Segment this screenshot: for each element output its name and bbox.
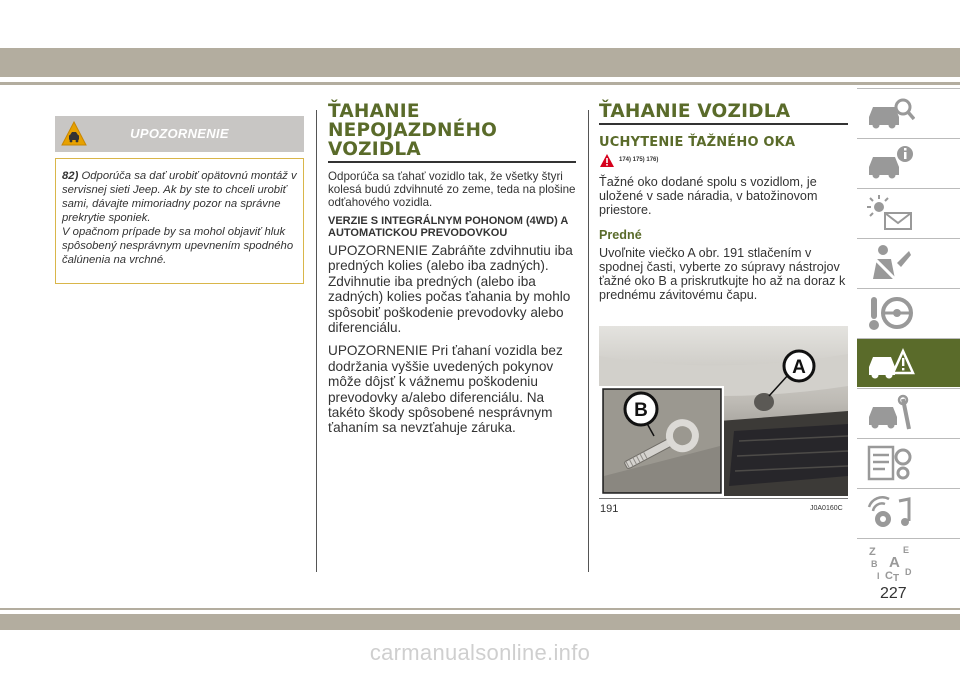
tab-car-search[interactable] [857, 88, 960, 137]
top-rule [0, 82, 960, 85]
svg-text:C: C [885, 570, 893, 582]
bottom-band [0, 614, 960, 630]
note-number: 82) [62, 170, 79, 182]
danger-triangle-icon [599, 153, 615, 168]
section-heading: ŤAHANIE VOZIDLA [599, 101, 791, 122]
warning-title: UPOZORNENIE [130, 126, 229, 141]
figure-code: J0A0160C [810, 505, 843, 512]
callout-a: A [792, 357, 806, 378]
watermark: carmanualsonline.info [369, 640, 591, 665]
column-divider [588, 110, 589, 572]
refs-text: 174) 175) 176) [619, 157, 659, 163]
tab-starting-driving[interactable] [857, 288, 960, 337]
paragraph: UPOZORNENIE Pri ťahaní vozidla bez dodržania vyššie uvedených pokynov môže dôjsť k vážnemu poškodeniu prevodovky a/alebo diferenciálu. Na takéto škody spôsobené nesprávnym ťahaním sa nevzťahuje záruka. [328, 343, 563, 436]
tow-hook-photo [599, 326, 848, 496]
paragraph: UPOZORNENIE Zabráňte zdvihnutiu iba predných kolies (alebo iba zadných). Zdvihnutie iba predných (alebo iba zadných) kolies počas ťahania by mohlo spôsobiť poškodenie prevodovky alebo diferenciálu. [328, 243, 573, 336]
column-divider [316, 110, 317, 572]
intro-paragraph: Odporúča sa ťahať vozidlo tak, že všetky štyri kolesá budú zdvihnuté zo zeme, teda na plošine odťahového vozidla. [328, 170, 576, 209]
svg-text:T: T [893, 573, 900, 583]
section-heading: ŤAHANIE NEPOJAZDNÉHO VOZIDLA [328, 101, 498, 160]
warning-header [55, 116, 304, 152]
tab-multimedia[interactable] [857, 488, 960, 537]
service-maintenance-icon [865, 393, 915, 433]
safety-seatbelt-icon [865, 243, 915, 283]
emergency-icon [865, 343, 915, 383]
tab-safety[interactable] [857, 238, 960, 287]
tab-emergency[interactable] [857, 338, 960, 387]
figure-number: 191 [600, 503, 619, 515]
svg-text:Z: Z [869, 546, 876, 558]
caption-rule [599, 498, 848, 499]
note-text: Odporúča sa dať urobiť opätovnú montáž v servisnej sieti Jeep. Ak by ste to chceli urobiť sami, dávajte mimoriadny pozor na správne prekrytie sponiek. [62, 170, 297, 224]
warning-light-message-icon [865, 193, 915, 233]
subheading: VERZIE S INTEGRÁLNYM POHONOM (4WD) A AUTOMATICKOU PREVODOVKOU [328, 215, 568, 239]
callout-b: B [634, 400, 648, 421]
index-icon [865, 543, 915, 583]
warning-note [62, 169, 297, 267]
right-column [599, 102, 848, 302]
svg-text:D: D [905, 567, 912, 577]
car-search-icon [865, 93, 915, 133]
tab-service[interactable] [857, 388, 960, 437]
label-front: Predné [599, 227, 642, 242]
heading-rule [599, 123, 848, 125]
tab-warning-lights[interactable] [857, 188, 960, 237]
tab-car-info[interactable] [857, 138, 960, 187]
svg-text:E: E [903, 545, 910, 555]
subheading: UCHYTENIE ŤAŽNÉHO OKA [599, 135, 796, 150]
car-info-icon [865, 143, 915, 183]
middle-column [328, 102, 576, 436]
paragraph: Uvoľnite viečko A obr. 191 stlačením v spodnej časti, vyberte zo súpravy nástrojov ťažné oko B a priskrutkujte ho až na doraz k prednému závitovému čapu. [599, 245, 846, 303]
technical-specs-icon [865, 443, 915, 483]
svg-text:B: B [871, 559, 878, 569]
heading-rule [328, 161, 576, 163]
top-band [0, 48, 960, 77]
multimedia-icon [865, 493, 915, 533]
figure-photo [599, 326, 848, 496]
paragraph: Ťažné oko dodané spolu s vozidlom, je uložené v sade náradia, v batožinovom priestore. [599, 175, 818, 218]
starting-driving-icon [865, 293, 915, 333]
svg-text:I: I [877, 571, 880, 581]
warning-refs [599, 153, 848, 171]
bottom-rule [0, 608, 960, 610]
note-text-2: V opačnom prípade by sa mohol objaviť hluk spôsobený nesprávnym upevnením spodného čalúnenia na vrchné. [62, 226, 294, 266]
tab-index[interactable] [857, 538, 960, 587]
page-number: 227 [880, 585, 907, 602]
tab-technical-specs[interactable] [857, 438, 960, 487]
warning-body [55, 158, 304, 284]
svg-text:A: A [889, 554, 900, 571]
